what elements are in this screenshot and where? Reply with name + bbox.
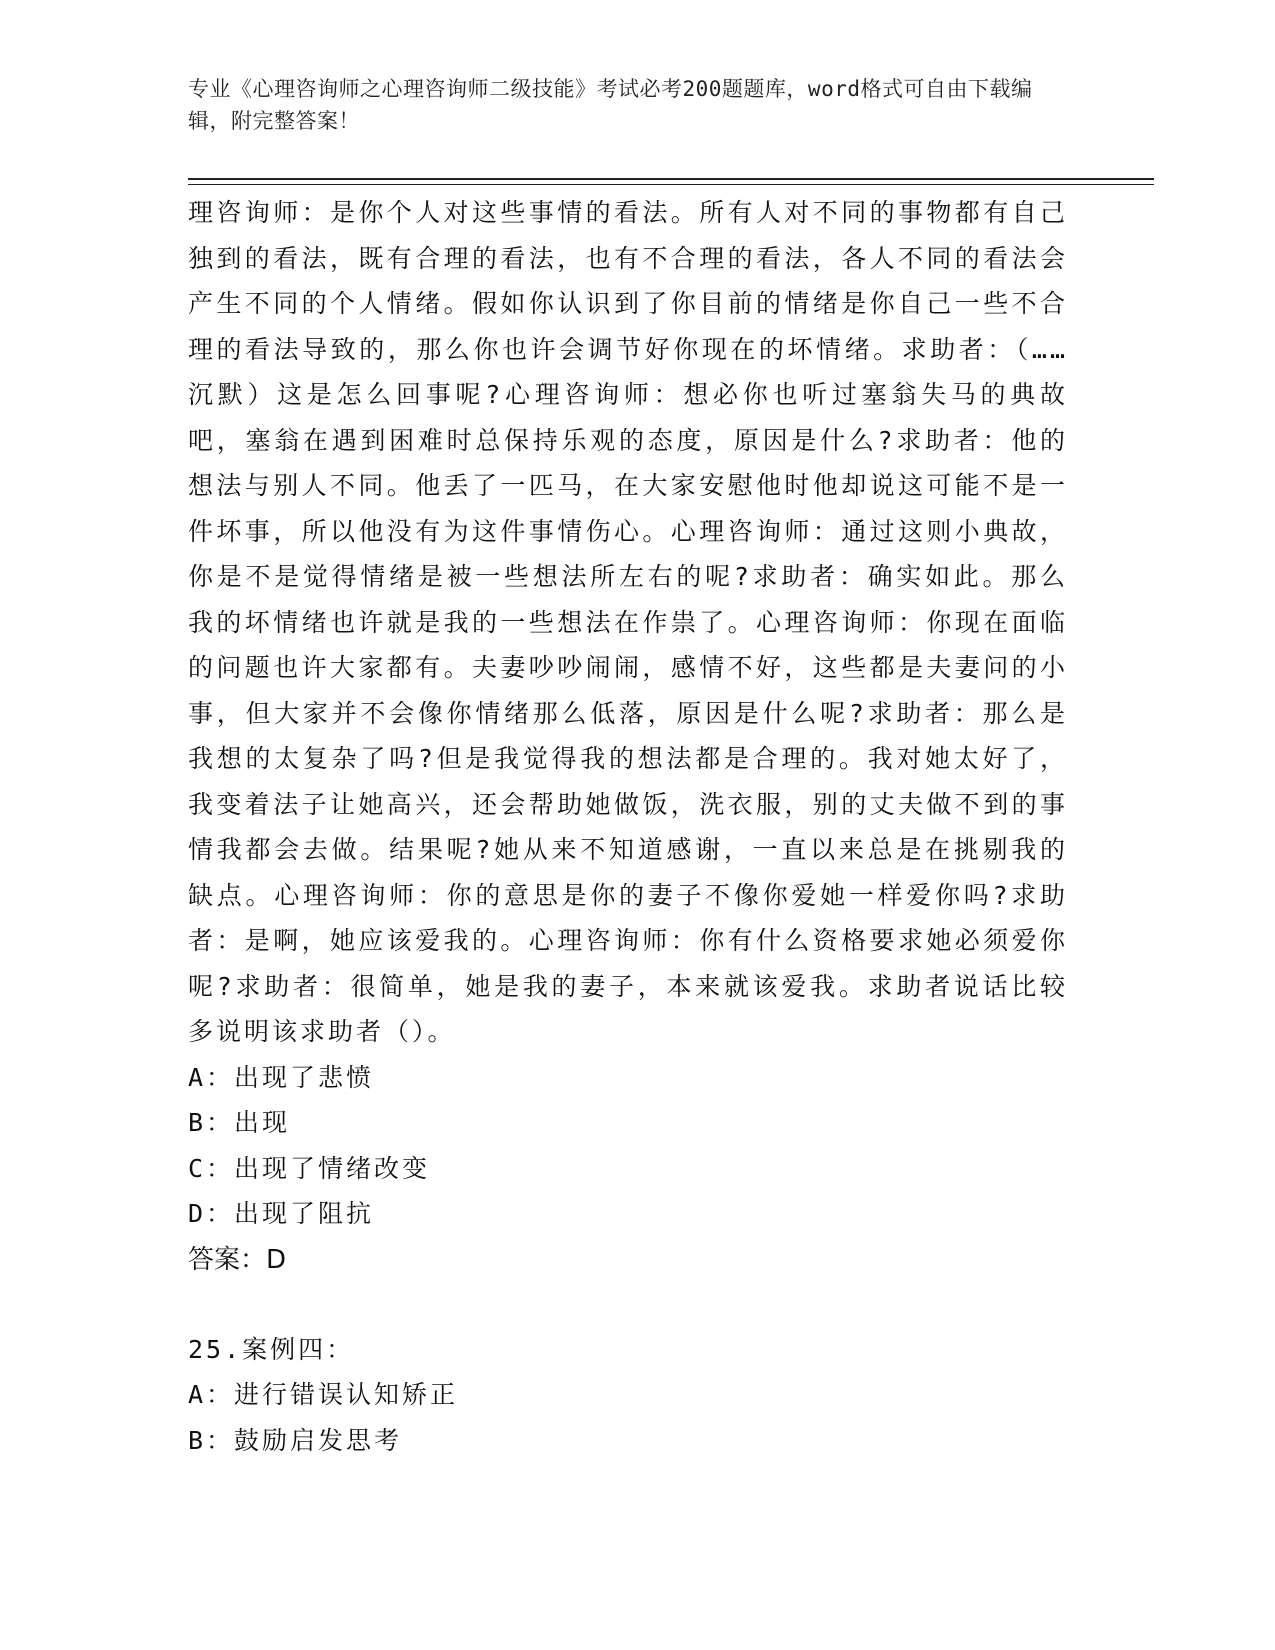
option-a: A：出现了悲愤 [188,1062,375,1092]
answer-line: 答案：D [188,1244,287,1275]
header-divider-thick [188,178,1154,180]
header-divider-thin [188,184,1154,185]
document-header [188,73,1068,137]
question-24 [188,190,1068,1283]
header-title: 专业《心理咨询师之心理咨询师二级技能》考试必考200题题库，word格式可自由下载编辑，附完整答案！ [188,77,1033,133]
option-d: D：出现了阻抗 [188,1199,375,1228]
option-b: B：鼓励启发思考 [188,1425,403,1455]
question-passage: 理咨询师：是你个人对这些事情的看法。所有人对不同的事物都有自己独到的看法，既有合理的看法，也有不合理的看法，各人不同的看法会产生不同的个人情绪。假如你认识到了你目前的情绪是你自己一些不合理的看法导致的，那么你也许会调节好你现在的坏情绪。求助者：（……沉默）这是怎么回事呢?心理咨询师：想必你也听过塞翁失马的典故吧，塞翁在遇到困难时总保持乐观的态度，原因是什么?求助者：他的想法与别人不同。他丢了一匹马，在大家安慰他时他却说这可能不是一件坏事，所以他没有为这件事情伤心。心理咨询师：通过这则小典故，你是不是觉得情绪是被一些想法所左右的呢?求助者：确实如此。那么我的坏情绪也许就是我的一些想法在作祟了。心理咨询师：你现在面临的问题也许大家都有。夫妻吵吵闹闹，感情不好，这些都是夫妻问的小事，但大家并不会像你情绪那么低落，原因是什么呢?求助者：那么是我想的太复杂了吗?但是我觉得我的想法都是合理的。我对她太好了，我变着法子让她高兴，还会帮助她做饭，洗衣服，别的丈夫做不到的事情我都会去做。结果呢?她从来不知道感谢，一直以来总是在挑剔我的缺点。心理咨询师：你的意思是你的妻子不像你爱她一样爱你吗?求助者：是啊，她应该爱我的。心理咨询师：你有什么资格要求她必须爱你呢?求助者：很简单，她是我的妻子，本来就该爱我。求助者说话比较多说明该求助者（）。 [188,198,1068,1046]
option-c: C：出现了情绪改变 [188,1153,431,1183]
question-gap [188,1283,1068,1327]
question-stem: 25.案例四： [188,1334,355,1364]
option-b: B：出现 [188,1108,291,1137]
question-25 [188,1327,1068,1464]
option-a: A：进行错误认知矫正 [188,1380,459,1409]
document-body [188,190,1068,1463]
